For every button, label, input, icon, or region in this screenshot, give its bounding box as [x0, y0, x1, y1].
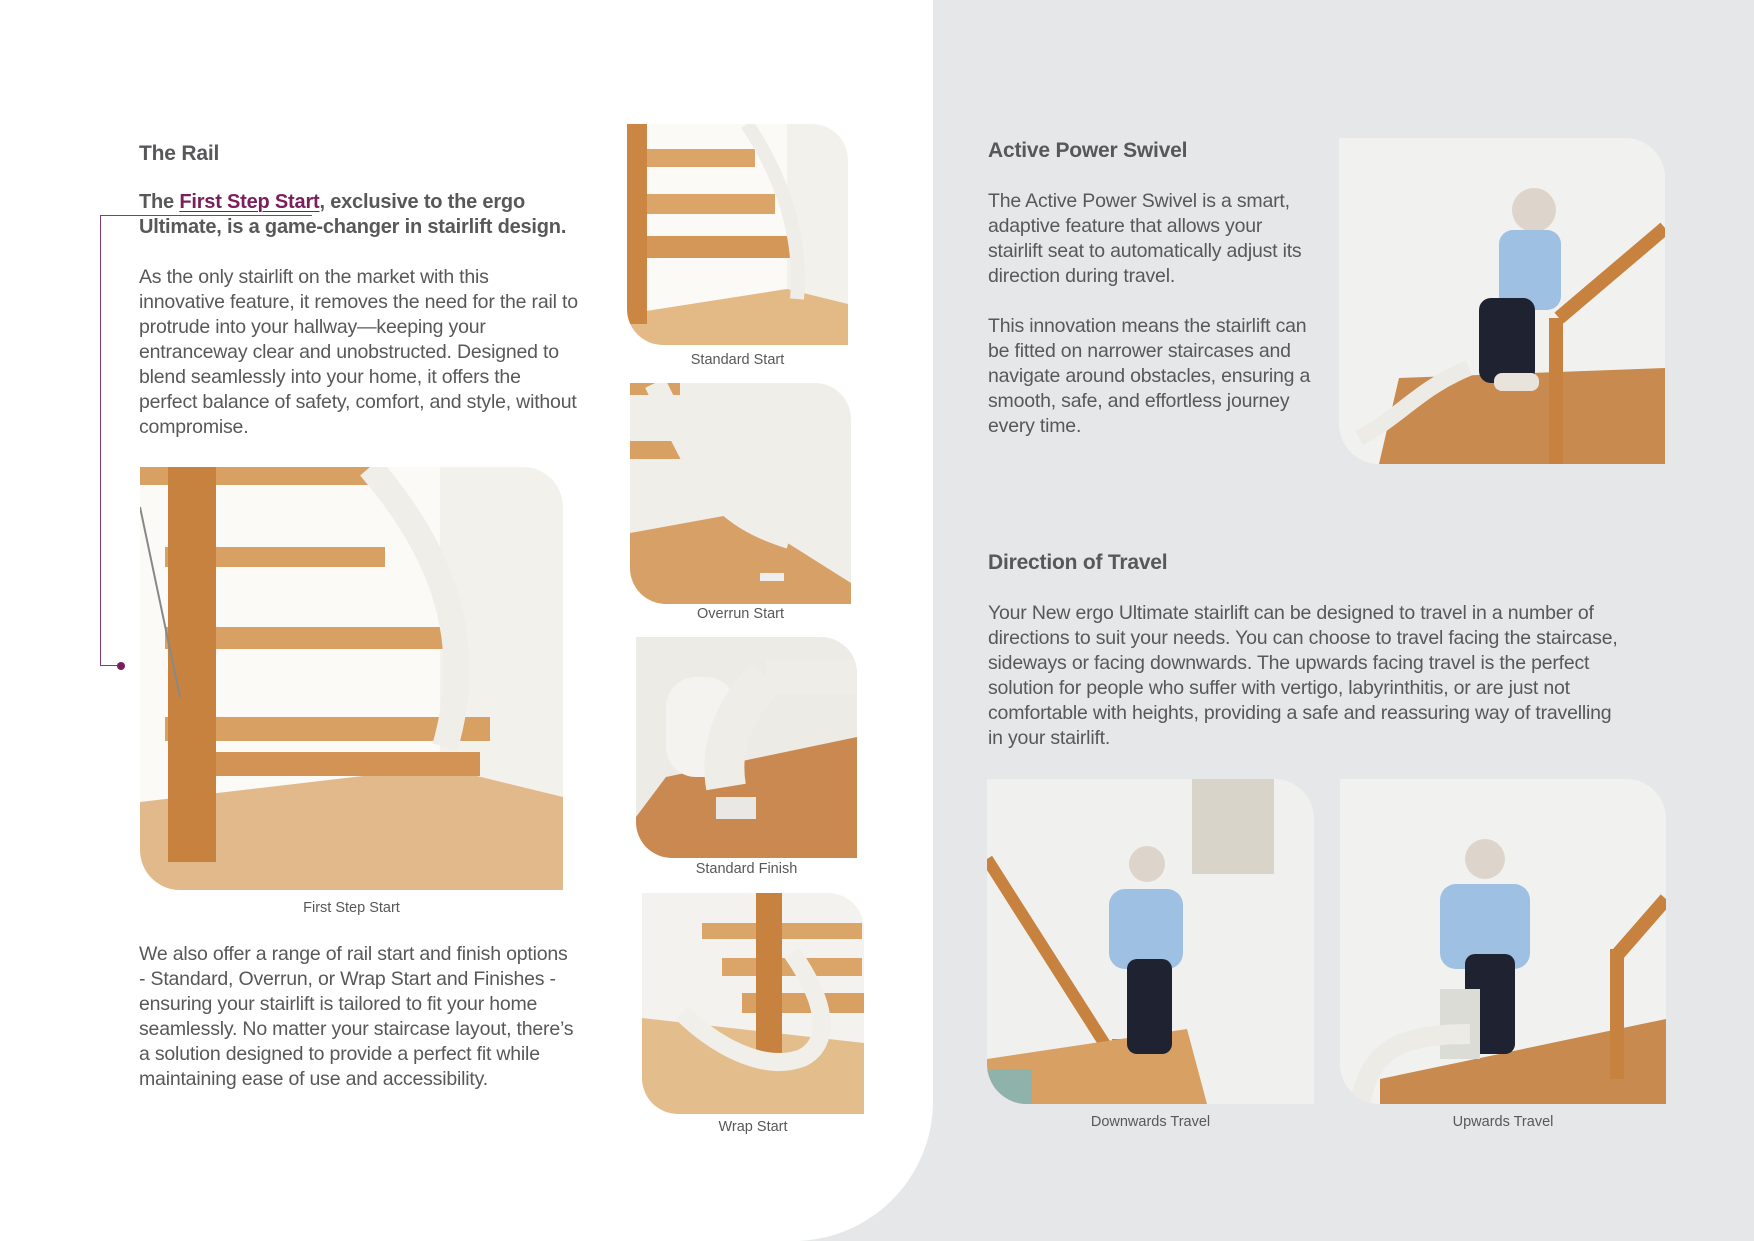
first-step-start-caption: First Step Start: [303, 900, 400, 916]
rail-heading: The Rail: [139, 142, 220, 165]
upwards-travel-caption: Upwards Travel: [1452, 1114, 1554, 1130]
swivel-paragraph-1: The Active Power Swivel is a smart, adaptive feature that allows your stairlift seat to automatically adjust its direction during travel.: [988, 190, 1302, 287]
rail-intro-prefix: The: [139, 191, 180, 213]
wrap-start-photo: [642, 893, 864, 1114]
callout-dot: [117, 662, 125, 670]
overrun-start-caption: Overrun Start: [696, 606, 785, 622]
standard-start-photo: [627, 124, 848, 345]
upwards-travel-photo: [1340, 779, 1666, 1104]
active-power-swivel-photo: [1339, 138, 1665, 464]
swivel-heading: Active Power Swivel: [988, 139, 1188, 162]
first-step-start-photo: [140, 467, 563, 890]
downwards-travel-caption: Downwards Travel: [1090, 1114, 1211, 1130]
standard-finish-caption: Standard Finish: [695, 861, 798, 877]
standard-finish-photo: [636, 637, 857, 858]
swivel-paragraph-2: This innovation means the stairlift can be fitted on narrower staircases and navigate around obstacles, ensuring a smooth, safe, and effortless journey every time.: [988, 315, 1311, 437]
callout-line-vertical: [100, 215, 101, 666]
rail-paragraph-1: As the only stairlift on the market with this innovative feature, it removes the need for the rail to protrude into your hallway—keeping your entranceway clear and unobstructed. Designed to blend seamlessly into your home, it offers the perfect balance of safety, comfort, and style, without compromise.: [139, 266, 578, 438]
callout-line-top: [100, 215, 312, 216]
callout-line-bottom: [100, 665, 118, 666]
rail-paragraph-2: We also offer a range of rail start and finish options - Standard, Overrun, or Wrap Start and Finishes - ensuring your stairlift is tailored to fit your home seamlessly. No matter your staircase layout, there’s a solution designed to provide a perfect fit while maintaining ease of use and accessibility.: [139, 943, 574, 1090]
downwards-travel-photo: [987, 779, 1314, 1104]
travel-heading: Direction of Travel: [988, 551, 1168, 574]
first-step-start-link[interactable]: First Step Start: [179, 191, 320, 213]
rail-intro-suffix: , exclusive to the ergo Ultimate, is a game-changer in stairlift design.: [139, 191, 567, 238]
overrun-start-photo: [630, 383, 851, 604]
standard-start-caption: Standard Start: [690, 352, 785, 368]
travel-paragraph: Your New ergo Ultimate stairlift can be designed to travel in a number of directions to suit your needs. You can choose to travel facing the staircase, sideways or facing downwards. The upwards facing travel is the perfect solution for people who suffer with vertigo, labyrinthitis, or are just not comfortable with heights, providing a safe and reassuring way of travelling in your stairlift.: [988, 602, 1618, 749]
wrap-start-caption: Wrap Start: [718, 1119, 788, 1135]
